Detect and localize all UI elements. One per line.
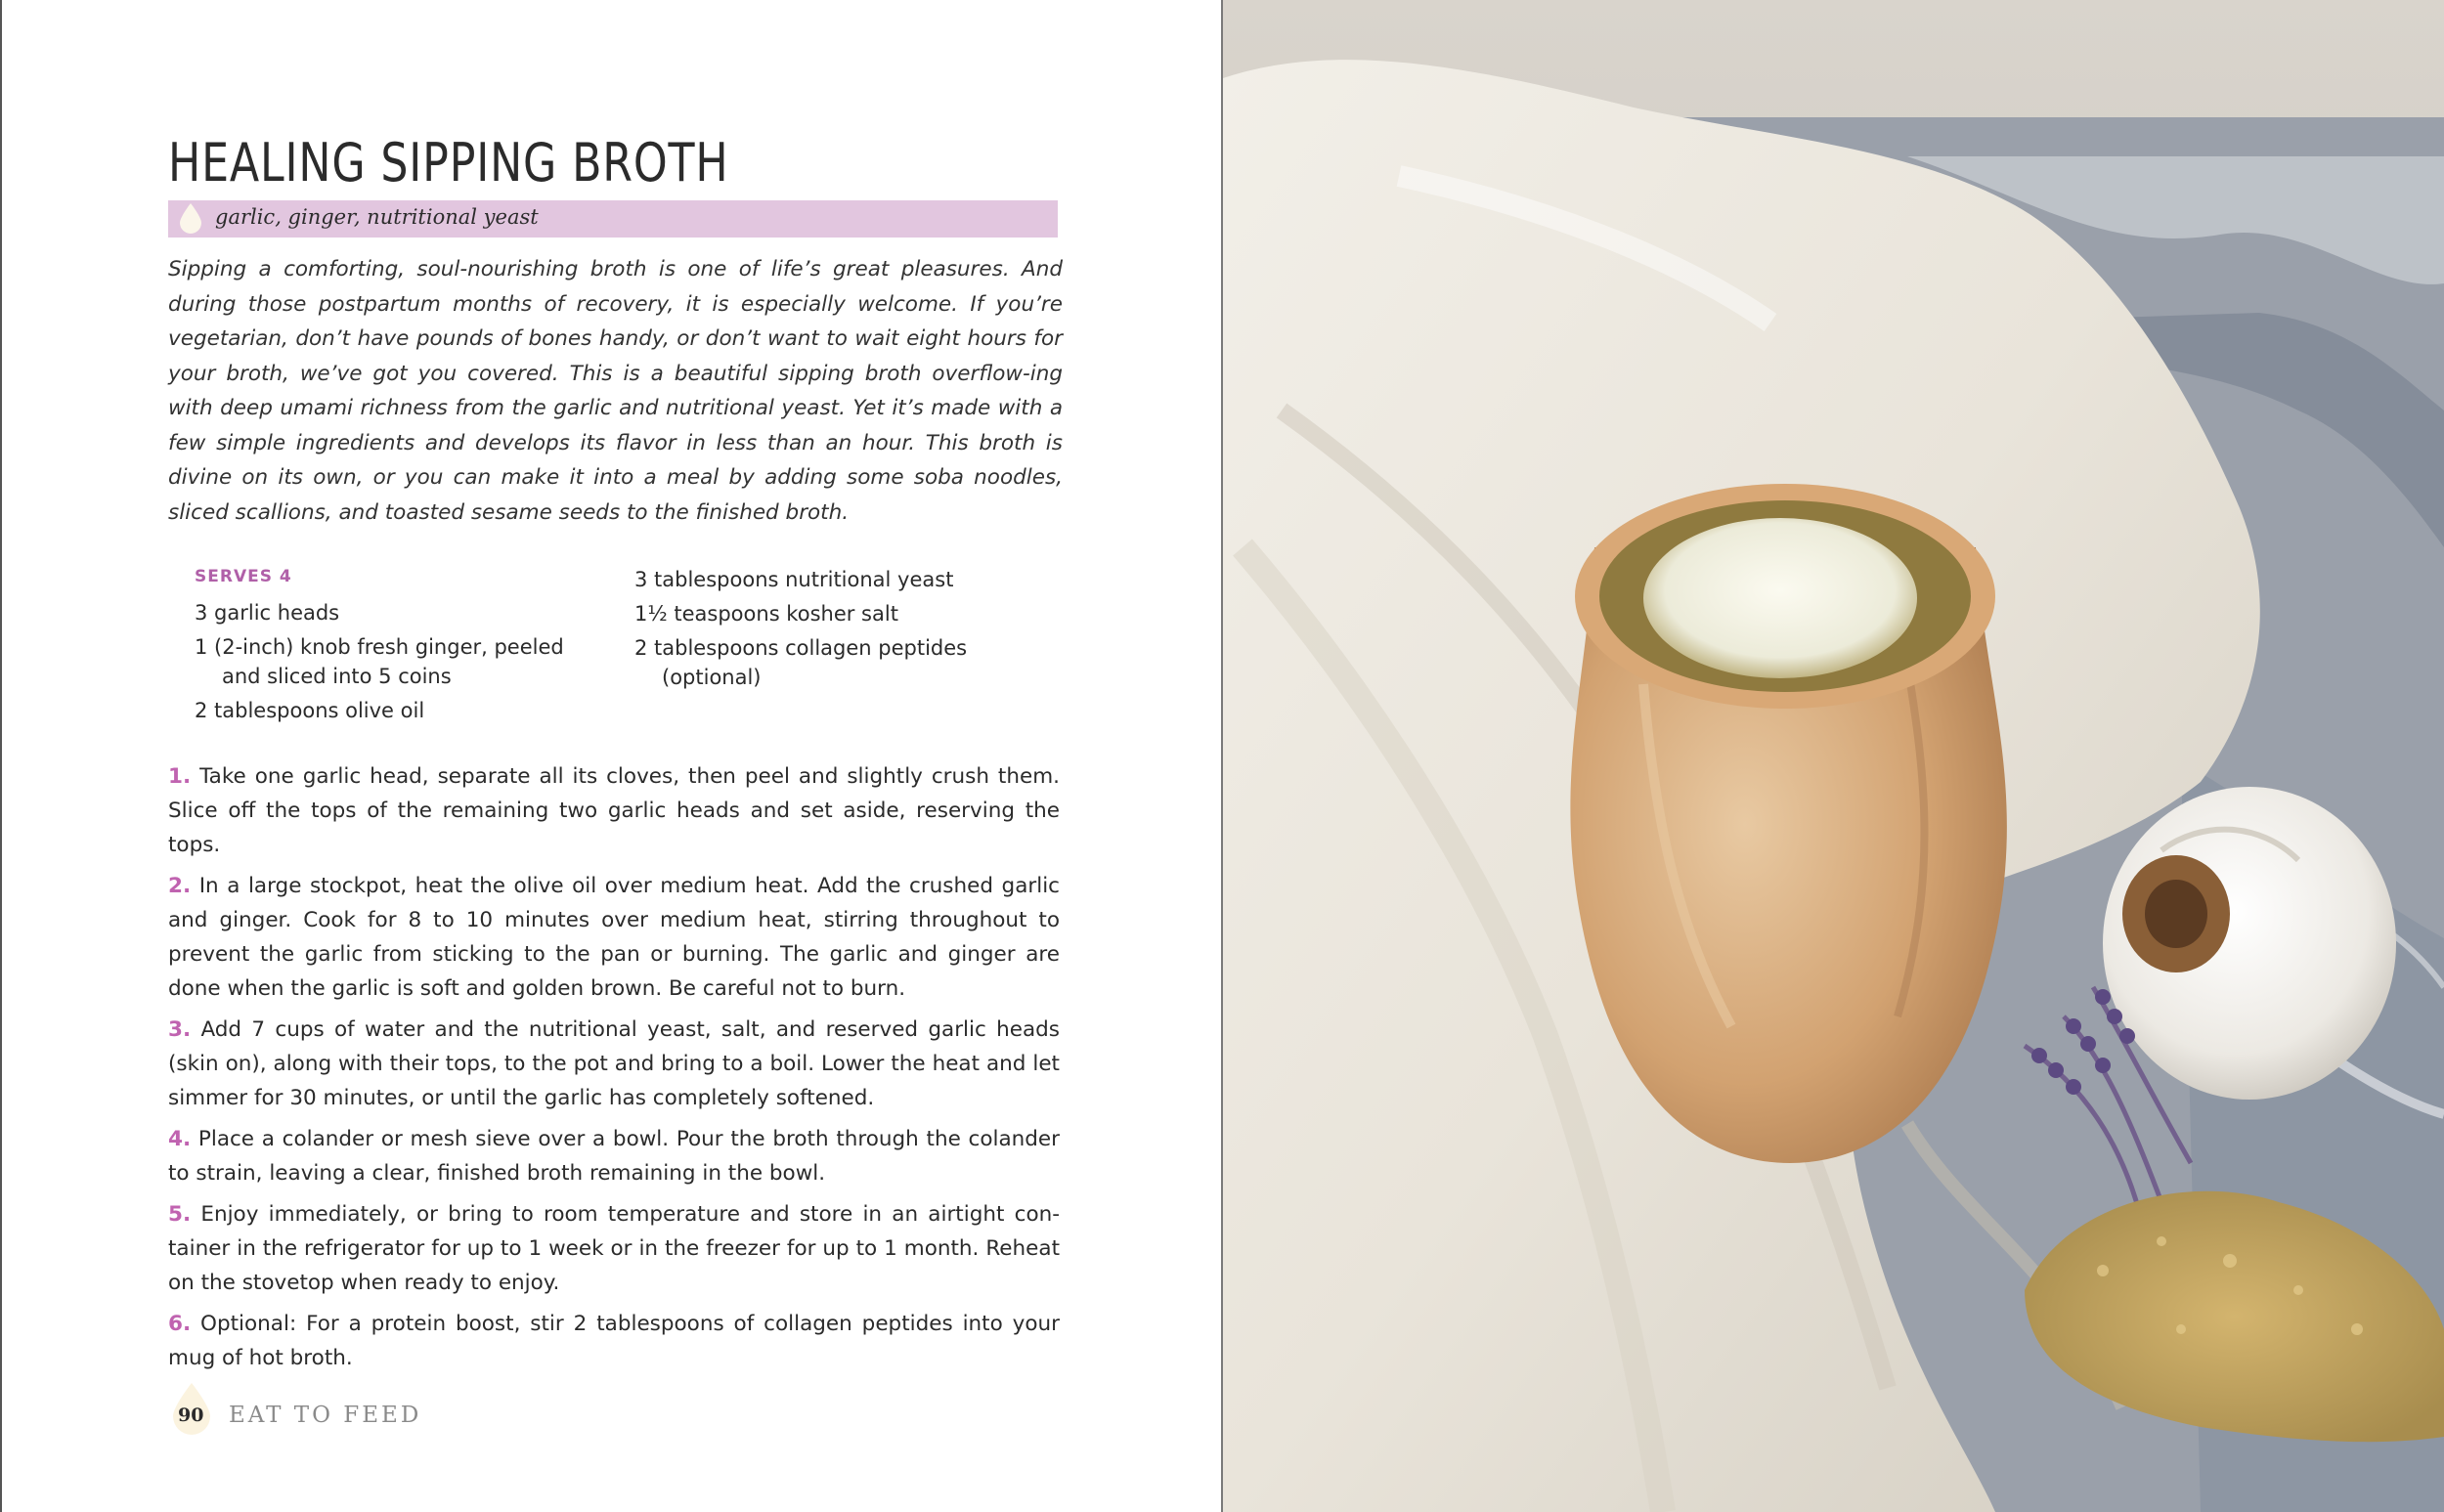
recipe-tags: garlic, ginger, nutritional yeast (215, 205, 539, 229)
step-text: Add 7 cups of water and the nutritional yeast, salt, and reserved garlic heads (skin on), along with their tops, to the pot and bring to a boil. Lower the heat and let simmer for 30 minutes, or until the garlic has completely softened. (168, 1017, 1060, 1110)
step-number: 3. (168, 1017, 192, 1042)
recipe-title: HEALING SIPPING BROTH (168, 132, 729, 194)
step-number: 6. (168, 1312, 192, 1336)
step-item (168, 1013, 1060, 1115)
step-item (168, 1122, 1060, 1190)
step-item (168, 759, 1060, 862)
ingredients-column-right (634, 565, 1065, 697)
serves-label: SERVES 4 (195, 567, 292, 586)
step-number: 4. (168, 1127, 192, 1151)
ingredient-item: 1 (2-inch) knob fresh ginger, peeled and sliced into 5 coins (195, 635, 564, 688)
ingredient-item: 3 garlic heads (195, 601, 340, 625)
step-item (168, 869, 1060, 1006)
method-steps (168, 759, 1060, 1382)
broth-photo-illustration (1223, 0, 2444, 1512)
running-head: EAT TO FEED (229, 1403, 422, 1428)
drop-icon (176, 201, 205, 235)
step-number: 1. (168, 764, 192, 789)
step-number: 2. (168, 874, 192, 898)
recipe-intro: Sipping a comforting, soul-nourishing broth is one of life’s great pleasures. And during those postpartum months of recovery, it is especially welcome. If you’re vegetarian, don’t have pounds of bones handy, or don’t want to wait eight hours for your broth, we’ve got you covered. This is a beautiful sipping broth overflow-ing with deep umami richness from the garlic and nutritional yeast. Yet it’s made with a few simple ingredients and develops its flavor in less than an hour. This broth is divine on its own, or you can make it into a meal by adding some soba noodles, sliced scallions, and toasted sesame seeds to the finished broth. (168, 257, 1063, 525)
step-item (168, 1307, 1060, 1375)
ingredients-column-left (195, 565, 605, 730)
step-text: In a large stockpot, heat the olive oil over medium heat. Add the crushed garlic and ginger. Cook for 8 to 10 minutes over medium heat, stirring throughout to prevent the garlic from sticking to the pan or burning. The garlic and ginger are done when the garlic is soft and golden brown. Be careful not to burn. (168, 874, 1060, 1001)
ingredient-item: 2 tablespoons collagen peptides (optional) (634, 636, 968, 689)
ingredient-item: 3 tablespoons nutritional yeast (634, 568, 954, 591)
step-item (168, 1197, 1060, 1300)
step-text: Enjoy immediately, or bring to room temperature and store in an airtight con-tainer in the refrigerator for up to 1 week or in the freezer for up to 1 month. Reheat on the stovetop when ready to enjoy. (168, 1202, 1060, 1295)
broth-photo (1223, 0, 2444, 1512)
ingredient-item: 1½ teaspoons kosher salt (634, 602, 898, 626)
ingredient-item: 2 tablespoons olive oil (195, 699, 425, 722)
step-number: 5. (168, 1202, 192, 1227)
step-text: Optional: For a protein boost, stir 2 tablespoons of collagen peptides into your mug of hot broth. (168, 1312, 1060, 1370)
page-number: 90 (178, 1404, 204, 1426)
step-text: Take one garlic head, separate all its cloves, then peel and slightly crush them. Slice off the tops of the remaining two garlic heads and set aside, reserving the tops. (168, 764, 1060, 857)
step-text: Place a colander or mesh sieve over a bowl. Pour the broth through the colander to strain, leaving a clear, finished broth remaining in the bowl. (168, 1127, 1060, 1186)
